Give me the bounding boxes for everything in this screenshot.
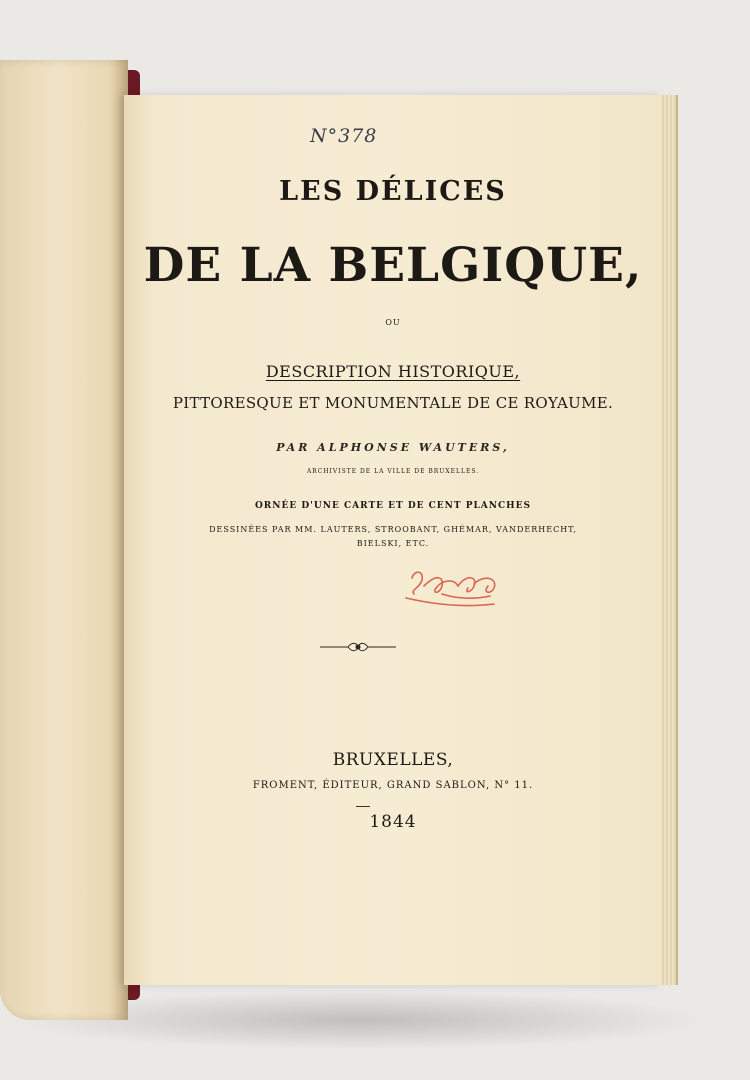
subtitle-line-2: PITTORESQUE ET MONUMENTALE DE CE ROYAUME.	[172, 394, 614, 412]
author-line: PAR ALPHONSE WAUTERS,	[276, 441, 510, 454]
subtitle-line-1: DESCRIPTION HISTORIQUE,	[265, 362, 521, 381]
imprint-year: 1844	[369, 812, 417, 832]
imprint-city: BRUXELLES,	[332, 750, 454, 770]
artists-line-2: BIELSKI, ETC.	[356, 539, 430, 548]
imprint-rule	[356, 806, 370, 807]
imprint-publisher: FROMENT, ÉDITEUR, GRAND SABLON, N° 11.	[252, 780, 534, 791]
ornament-divider	[318, 638, 398, 656]
handwritten-number: N°378	[310, 125, 378, 147]
author-role: ARCHIVISTE DE LA VILLE DE BRUXELLES.	[306, 468, 480, 475]
illustrations-line: ORNÉE D'UNE CARTE ET DE CENT PLANCHES	[254, 501, 532, 511]
artists-line-1: DESSINÉES PAR MM. LAUTERS, STROOBANT, GHÉMAR, VANDERHECHT,	[209, 525, 577, 534]
left-page	[0, 60, 128, 1020]
red-ink-stamp	[402, 564, 512, 614]
title-connector: OU	[385, 318, 401, 327]
title-line-2: DE LA BELGIQUE,	[143, 238, 643, 293]
title-line-1: LES DÉLICES	[279, 176, 507, 207]
